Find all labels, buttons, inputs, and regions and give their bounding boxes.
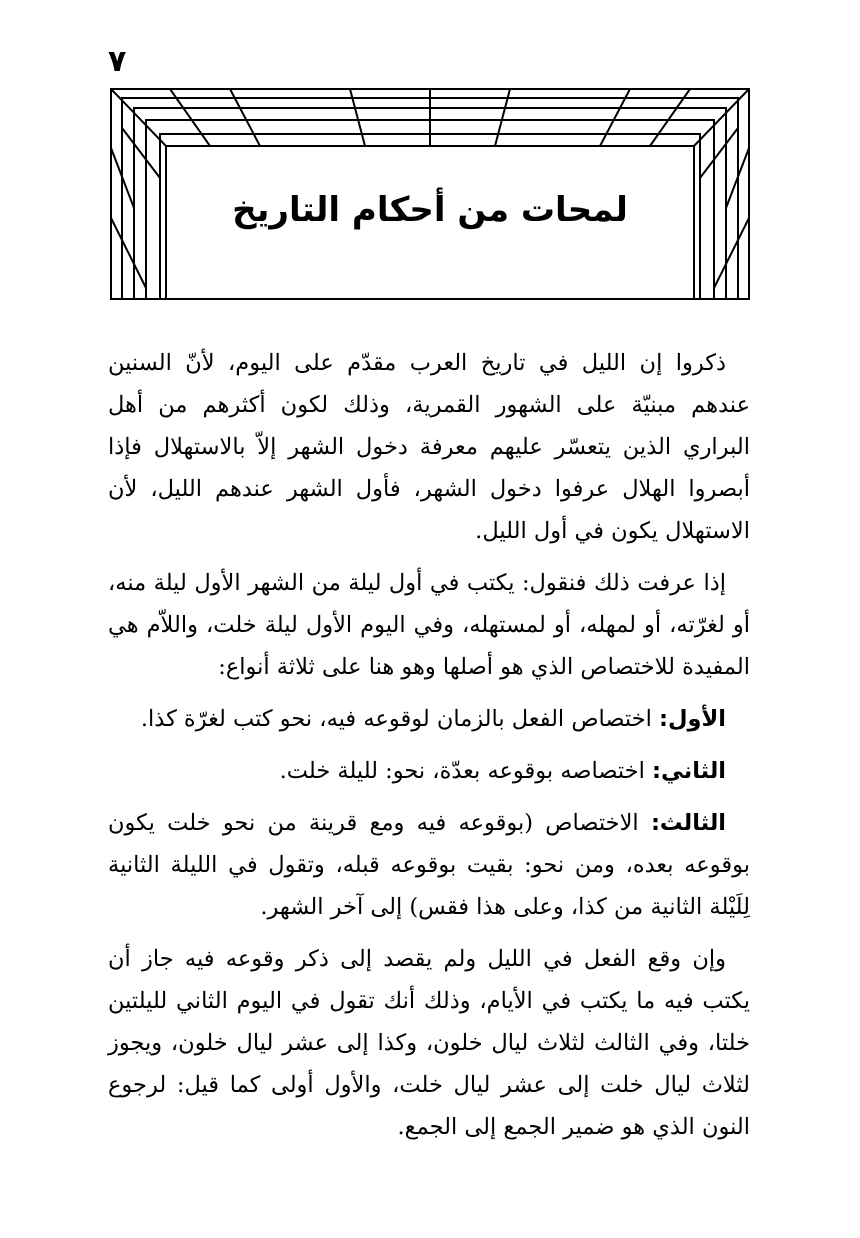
page-number: ٧ [108,44,127,79]
paragraph-2 [108,562,750,688]
paragraph-1 [108,342,750,552]
paragraph-lead: الثاني: [651,758,726,784]
paragraph-lead: الثالث: [650,810,726,836]
paragraph-6 [108,938,750,1148]
paragraph-lead: الأول: [659,706,726,732]
body-text [108,342,750,1158]
chapter-title: لمحات من أحكام التاريخ [232,190,628,230]
paragraph-text: وإن وقع الفعل في الليل ولم يقصد إلى ذكر وقوعه فيه جاز أن يكتب فيه ما يكتب في الأيام، وذلك أنك تقول في اليوم الثاني لليلتين خلتا، وفي الثالث لثلاث ليال خلون، وكذا إلى عشر ليال خلون، ويجوز لثلاث ليال خلت إلى عشر ليال خلت، والأول أولى كما قيل: لرجوع النون الذي هو ضمير الجمع إلى الجمع. [108,946,750,1140]
paragraph-text: إذا عرفت ذلك فنقول: يكتب في أول ليلة من الشهر الأول ليلة منه، أو لغرّته، أو لمهله، أو لمستهله، وفي اليوم الأول ليلة خلت، واللاّم هي المفيدة للاختصاص الذي هو أصلها وهو هنا على ثلاثة أنواع: [108,570,750,680]
paragraph-text: الاختصاص (بوقوعه فيه ومع قرينة من نحو خلت يكون بوقوعه بعده، ومن نحو: بقيت بوقوعه قبله، وتقول في الليلة الثانية لِلَيْلة الثانية من كذا، وعلى هذا فقس) إلى آخر الشهر. [108,810,750,920]
paragraph-third-type [108,802,750,928]
paragraph-second-type [108,750,750,792]
paragraph-text: اختصاصه بوقوعه بعدّة، نحو: لليلة خلت. [279,758,652,784]
paragraph-text: ذكروا إن الليل في تاريخ العرب مقدّم على اليوم، لأنّ السنين عندهم مبنيّة على الشهور القمرية، وذلك لكون أكثرهم من أهل البراري الذين يتعسّر عليهم معرفة دخول الشهر إلاّ بالاستهلال فإذا أبصروا الهلال عرفوا دخول الشهر، فأول الشهر عندهم الليل، لأن الاستهلال يكون في أول الليل. [108,350,750,544]
paragraph-first-type [108,698,750,740]
paragraph-text: اختصاص الفعل بالزمان لوقوعه فيه، نحو كتب لغرّة كذا. [140,706,660,732]
title-frame [110,88,750,300]
